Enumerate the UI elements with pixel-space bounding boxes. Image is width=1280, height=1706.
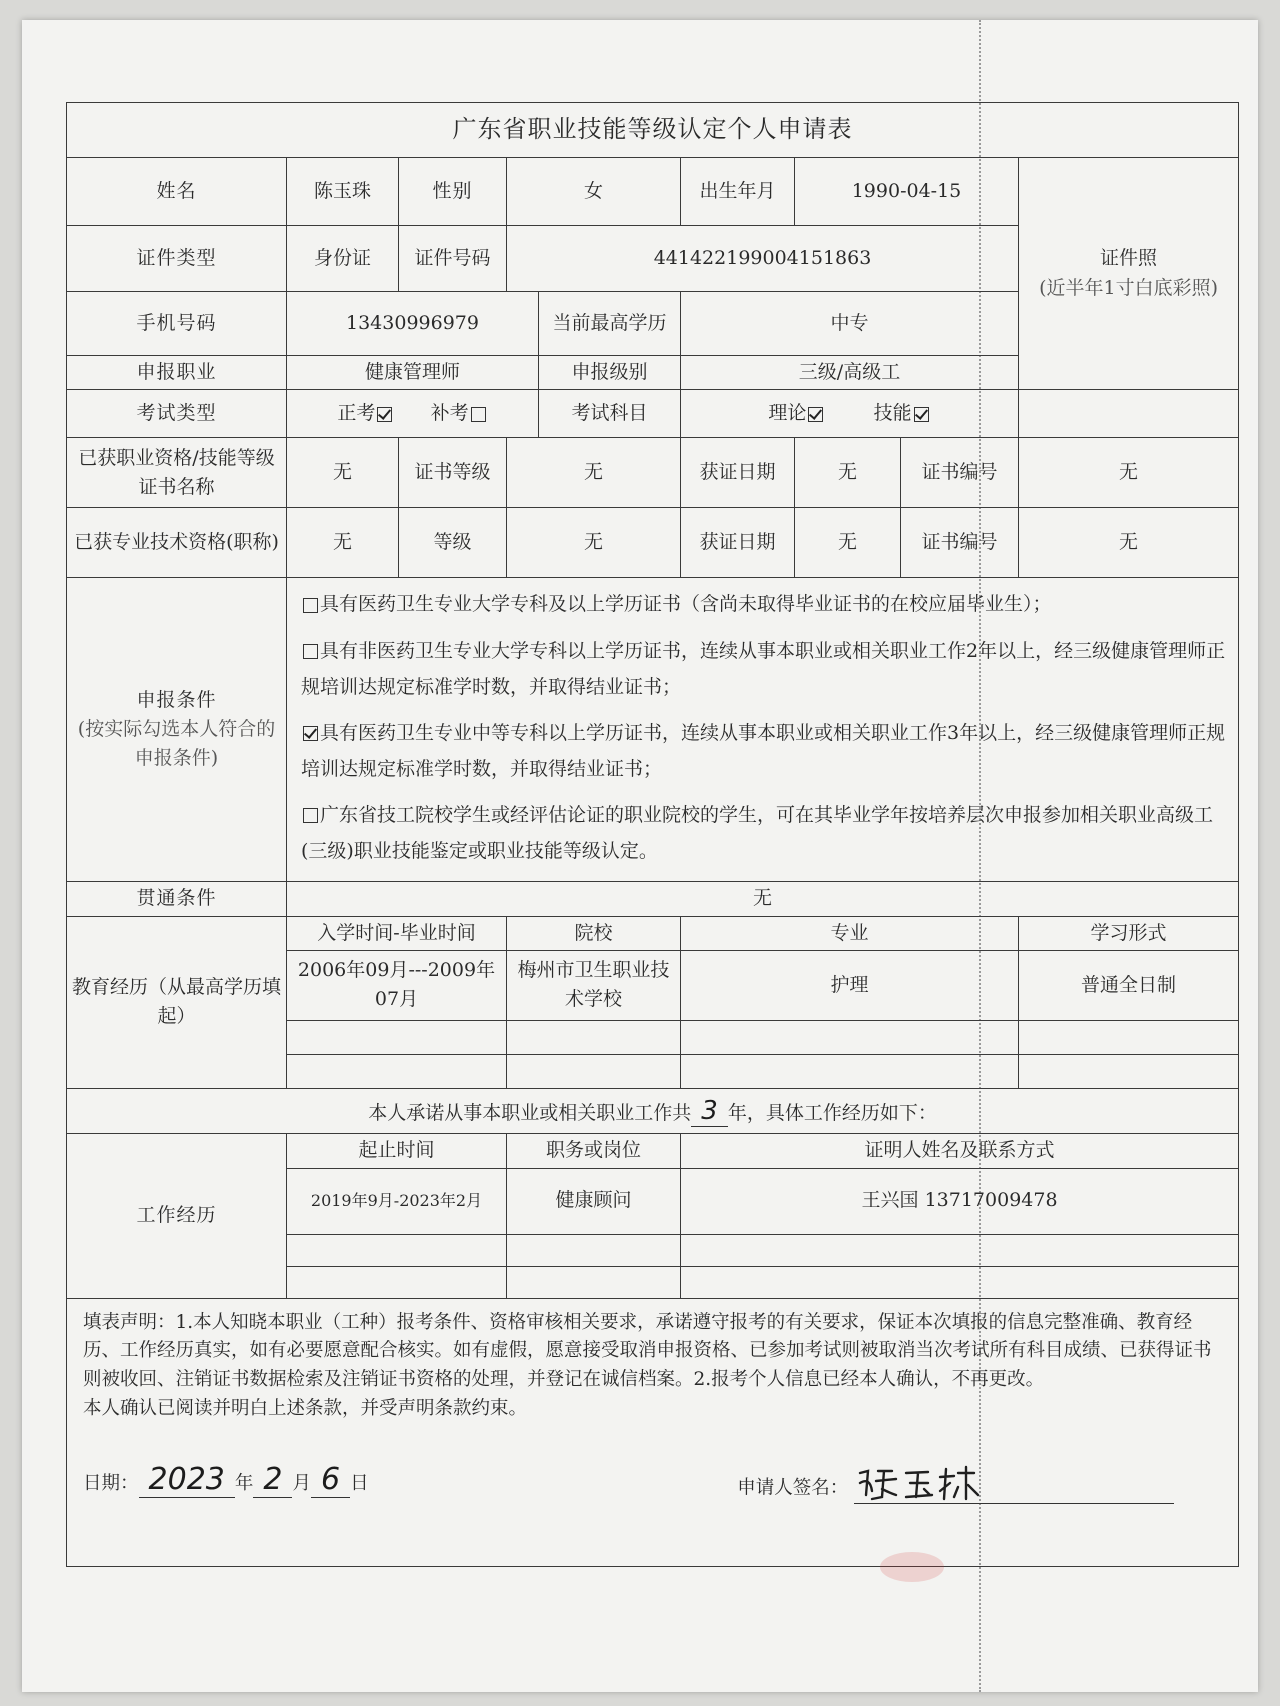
work-label: 工作经历 xyxy=(67,1134,287,1298)
cert-date-label: 获证日期 xyxy=(681,438,795,508)
birth-value: 1990-04-15 xyxy=(795,158,1019,226)
vocational-cert-value: 无 xyxy=(287,438,399,508)
cert-date-value: 无 xyxy=(795,438,901,508)
edu-form: 普通全日制 xyxy=(1019,950,1239,1020)
grade-label: 等级 xyxy=(399,508,507,578)
makeup-checkbox xyxy=(471,407,486,422)
exam-makeup-label: 补考 xyxy=(430,402,469,425)
work-years: 3 xyxy=(691,1096,728,1127)
conditions-label: 申报条件 xyxy=(136,688,217,711)
gender-value: 女 xyxy=(507,158,681,226)
work-header-reference: 证明人姓名及联系方式 xyxy=(681,1134,1239,1168)
edu-label: 当前最高学历 xyxy=(539,292,681,356)
edu-header-form: 学习形式 xyxy=(1019,916,1239,950)
idtype-value: 身份证 xyxy=(287,226,399,292)
condition-item: 具有医药卫生专业大学专科及以上学历证书（含尚未取得毕业证书的在校应届毕业生）； xyxy=(301,586,1228,622)
signature-block xyxy=(737,1463,1174,1504)
work-period: 2019年9月-2023年2月 xyxy=(287,1168,507,1234)
condition-item: 具有非医药卫生专业大学专科以上学历证书，连续从事本职业或相关职业工作2年以上，经三级健康管理师正规培训达规定标准学时数，并取得结业证书； xyxy=(301,639,1226,698)
job-label: 申报职业 xyxy=(67,356,287,390)
cert-no-label: 证书编号 xyxy=(901,438,1019,508)
work-position: 健康顾问 xyxy=(507,1168,681,1234)
edu-value: 中专 xyxy=(681,292,1019,356)
birth-label: 出生年月 xyxy=(681,158,795,226)
conditions-label-cell xyxy=(67,578,287,882)
photo-label: 证件照 xyxy=(1100,247,1158,270)
exam-skill-label: 技能 xyxy=(873,402,912,425)
vocational-cert-label: 已获职业资格/技能等级证书名称 xyxy=(67,438,287,508)
conditions-list xyxy=(287,578,1239,882)
date-label: 日期： xyxy=(83,1473,139,1495)
photo-hint: (近半年1寸白底彩照) xyxy=(1039,276,1218,299)
title-date-value: 无 xyxy=(795,508,901,578)
exam-regular-label: 正考 xyxy=(337,402,376,425)
level-value: 三级/高级工 xyxy=(681,356,1019,390)
form-title: 广东省职业技能等级认定个人申请表 xyxy=(67,103,1239,158)
condition-checkbox xyxy=(303,644,318,659)
edu-header-period: 入学时间-毕业时间 xyxy=(287,916,507,950)
cert-no-value: 无 xyxy=(1019,438,1239,508)
through-value: 无 xyxy=(287,882,1239,916)
conditions-hint: (按实际勾选本人符合的申报条件) xyxy=(77,718,276,770)
exam-type-label: 考试类型 xyxy=(67,390,287,438)
edu-major: 护理 xyxy=(681,950,1019,1020)
edu-header-school: 院校 xyxy=(507,916,681,950)
work-pledge: 本人承诺从事本职业或相关职业工作共 3 年，具体工作经历如下： xyxy=(67,1088,1239,1133)
condition-checkbox xyxy=(303,598,318,613)
title-date-label: 获证日期 xyxy=(681,508,795,578)
declaration-text: 填表声明：1.本人知晓本职业（工种）报考条件、资格审核相关要求，承诺遵守报考的有关要求，保证本次填报的信息完整准确、教育经历、工作经历真实，如有必要愿意配合核实。如有虚假，愿意接受取消申报资格、已参加考试则被取消当次考试所有科目成绩、已获得证书则被收回、注销证书数据检索及注销证书资格的处理，并登记在诚信档案。2.报考个人信息已经本人确认，不再更改。 xyxy=(83,1311,1212,1391)
phone-value: 13430996979 xyxy=(287,292,539,356)
theory-checkbox xyxy=(808,407,823,422)
date-year: 2023 xyxy=(139,1462,235,1498)
cert-grade-value: 无 xyxy=(507,438,681,508)
through-label: 贯通条件 xyxy=(67,882,287,916)
work-reference: 王兴国 13717009478 xyxy=(681,1168,1239,1234)
exam-type-options xyxy=(287,390,539,438)
title-no-value: 无 xyxy=(1019,508,1239,578)
exam-subject-options xyxy=(681,390,1019,438)
work-header-period: 起止时间 xyxy=(287,1134,507,1168)
photo-box xyxy=(1019,158,1239,390)
name-value: 陈玉珠 xyxy=(287,158,399,226)
idtype-label: 证件类型 xyxy=(67,226,287,292)
condition-checkbox xyxy=(303,808,318,823)
condition-checkbox xyxy=(303,726,318,741)
idno-label: 证件号码 xyxy=(399,226,507,292)
education-label: 教育经历（从最高学历填起） xyxy=(67,916,287,1088)
red-ink-mark xyxy=(880,1552,944,1582)
form-paper xyxy=(22,20,1258,1692)
cert-grade-label: 证书等级 xyxy=(399,438,507,508)
date-month: 2 xyxy=(253,1462,292,1498)
skill-checkbox xyxy=(914,407,929,422)
tech-title-label: 已获专业技术资格(职称) xyxy=(67,508,287,578)
grade-value: 无 xyxy=(507,508,681,578)
exam-subject-label: 考试科目 xyxy=(539,390,681,438)
signature-label: 申请人签名： xyxy=(737,1477,849,1499)
idno-value: 441422199004151863 xyxy=(507,226,1019,292)
edu-school: 梅州市卫生职业技术学校 xyxy=(507,950,681,1020)
application-form-table xyxy=(66,102,1239,1567)
title-no-label: 证书编号 xyxy=(901,508,1019,578)
name-label: 姓名 xyxy=(67,158,287,226)
phone-label: 手机号码 xyxy=(67,292,287,356)
date-block: 日期： 2023 年 2 月 6 日 xyxy=(83,1462,369,1498)
empty-cell xyxy=(1019,390,1239,438)
regular-checkbox xyxy=(377,407,392,422)
edu-period: 2006年09月---2009年07月 xyxy=(287,950,507,1020)
handwritten-signature xyxy=(854,1463,984,1503)
sign-row xyxy=(83,1457,1224,1504)
condition-item: 具有医药卫生专业中等专科以上学历证书，连续从事本职业或相关职业工作3年以上，经三级健康管理师正规培训达规定标准学时数，并取得结业证书； xyxy=(301,721,1226,780)
edu-header-major: 专业 xyxy=(681,916,1019,950)
work-header-position: 职务或岗位 xyxy=(507,1134,681,1168)
signature-line xyxy=(854,1463,1174,1504)
date-day: 6 xyxy=(311,1462,350,1498)
job-value: 健康管理师 xyxy=(287,356,539,390)
condition-item: 广东省技工院校学生或经评估论证的职业院校的学生，可在其毕业学年按培养层次申报参加相关职业高级工(三级)职业技能鉴定或职业技能等级认定。 xyxy=(301,803,1214,862)
tech-title-value: 无 xyxy=(287,508,399,578)
declaration-confirm: 本人确认已阅读并明白上述条款，并受声明条款约束。 xyxy=(83,1397,528,1419)
gender-label: 性别 xyxy=(399,158,507,226)
exam-theory-label: 理论 xyxy=(768,402,807,425)
declaration xyxy=(67,1298,1239,1566)
level-label: 申报级别 xyxy=(539,356,681,390)
